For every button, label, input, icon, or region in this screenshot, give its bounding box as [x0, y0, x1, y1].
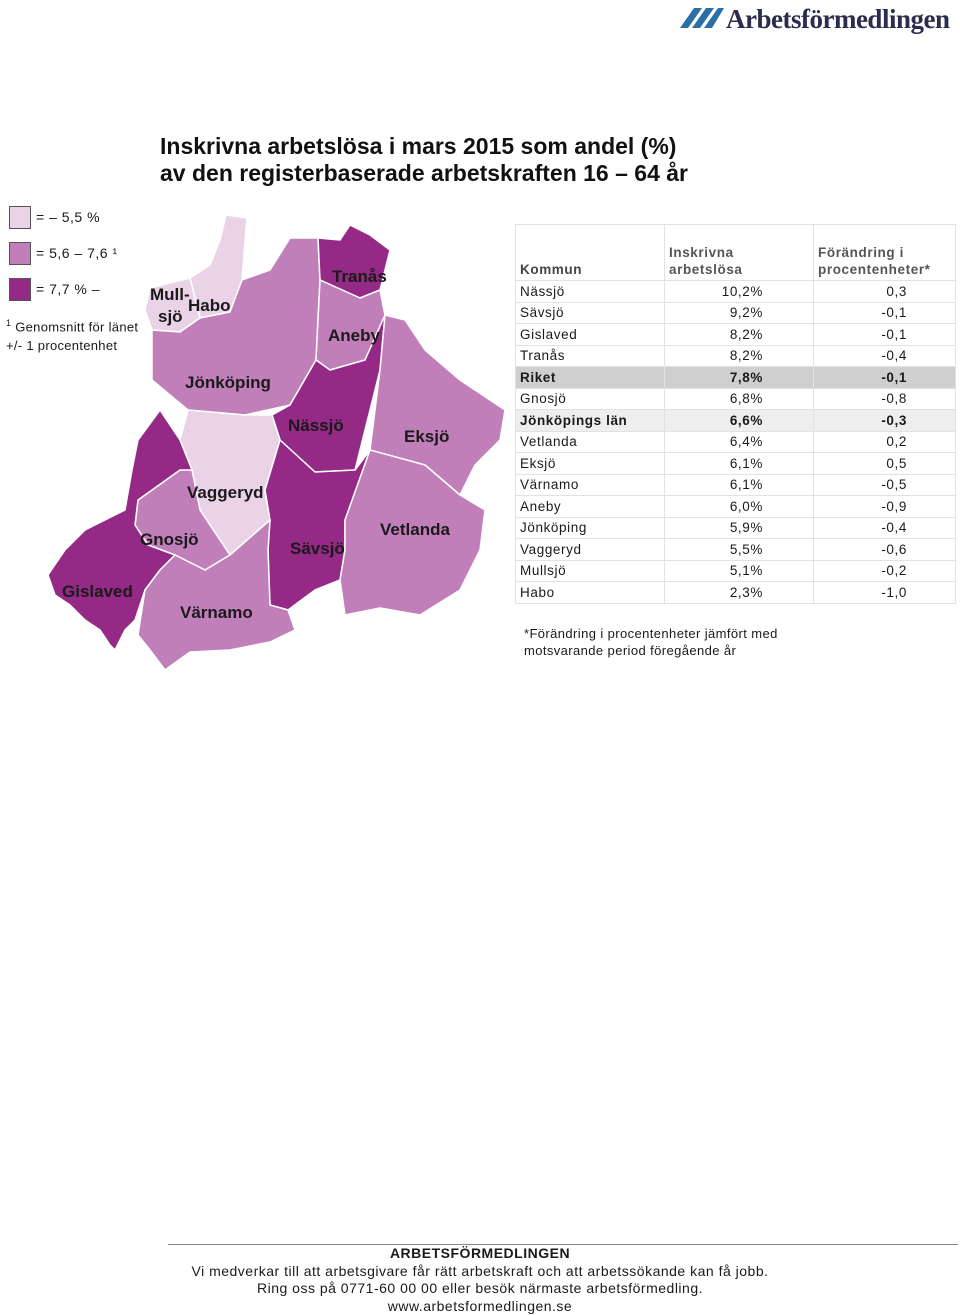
footnote-line-1: *Förändring i procentenheter jämfört med	[524, 626, 778, 641]
table-header-row	[516, 225, 956, 281]
table-row	[516, 539, 956, 561]
map-label-habo: Habo	[188, 296, 231, 315]
cell-change: -0,4	[814, 345, 956, 367]
cell-kommun: Riket	[516, 367, 665, 389]
header-forandring-line-1: Förändring i	[818, 245, 904, 260]
unemployment-table	[515, 224, 956, 604]
legend-note-marker: 1	[6, 318, 12, 328]
footer-line-2: Ring oss på 0771-60 00 00 eller besök närmaste arbetsförmedling.	[256, 1280, 704, 1296]
cell-change: -0,6	[814, 539, 956, 561]
cell-change: -0,1	[814, 324, 956, 346]
cell-kommun: Jönköping	[516, 517, 665, 539]
title-line-1: Inskrivna arbetslösa i mars 2015 som andel (%)	[160, 133, 677, 159]
legend-swatch-high	[9, 278, 31, 301]
cell-value: 8,2%	[665, 324, 814, 346]
cell-change: -0,9	[814, 496, 956, 518]
cell-value: 8,2%	[665, 345, 814, 367]
cell-kommun: Jönköpings län	[516, 410, 665, 432]
cell-change: -0,4	[814, 517, 956, 539]
cell-kommun: Habo	[516, 582, 665, 604]
cell-value: 10,2%	[665, 281, 814, 303]
cell-kommun: Sävsjö	[516, 302, 665, 324]
map-label-gnosjo: Gnosjö	[140, 530, 199, 549]
table-row	[516, 496, 956, 518]
logo-icon	[680, 4, 724, 32]
page-footer	[0, 1245, 960, 1315]
table-row	[516, 560, 956, 582]
cell-value: 6,1%	[665, 474, 814, 496]
county-map	[40, 210, 510, 680]
cell-value: 9,2%	[665, 302, 814, 324]
map-label-varnamo: Värnamo	[180, 603, 253, 622]
map-label-vetlanda: Vetlanda	[380, 520, 450, 539]
cell-value: 6,4%	[665, 431, 814, 453]
cell-value: 6,6%	[665, 410, 814, 432]
cell-kommun: Vetlanda	[516, 431, 665, 453]
table-row	[516, 582, 956, 604]
footer-line-1: Vi medverkar till att arbetsgivare får rätt arbetskraft och att arbetssökande kan få jobb.	[191, 1262, 769, 1279]
legend-label-mid: = 5,6 – 7,6 ¹	[36, 245, 118, 261]
header-kommun: Kommun	[516, 225, 665, 281]
table-row	[516, 431, 956, 453]
cell-value: 5,9%	[665, 517, 814, 539]
cell-change: 0,5	[814, 453, 956, 475]
table-row	[516, 367, 956, 389]
cell-change: 0,2	[814, 431, 956, 453]
table-footnote	[524, 625, 778, 659]
map-label-tranas: Tranås	[332, 267, 387, 286]
footnote-line-2: motsvarande period föregående år	[524, 643, 737, 658]
legend-label-high: = 7,7 % –	[36, 281, 101, 297]
cell-kommun: Gnosjö	[516, 388, 665, 410]
table-row	[516, 324, 956, 346]
table-row	[516, 388, 956, 410]
map-label-gislaved: Gislaved	[62, 582, 133, 601]
legend-swatch-low	[9, 206, 31, 229]
map-label-aneby: Aneby	[328, 326, 380, 345]
cell-kommun: Värnamo	[516, 474, 665, 496]
map-label-nassjo: Nässjö	[288, 416, 344, 435]
table-row	[516, 302, 956, 324]
table-row	[516, 474, 956, 496]
legend-swatch-mid	[9, 242, 31, 265]
arbetsformedlingen-logo	[680, 4, 956, 34]
cell-value: 6,8%	[665, 388, 814, 410]
cell-change: -0,1	[814, 302, 956, 324]
table-body	[516, 281, 956, 604]
cell-change: -0,1	[814, 367, 956, 389]
cell-value: 5,1%	[665, 560, 814, 582]
table-row	[516, 453, 956, 475]
header-inskrivna-line-2: arbetslösa	[669, 262, 743, 277]
header-inskrivna-line-1: Inskrivna	[669, 245, 734, 260]
title-line-2: av den registerbaserade arbetskraften 16 – 64 år	[160, 160, 689, 186]
cell-change: -0,8	[814, 388, 956, 410]
cell-change: -0,2	[814, 560, 956, 582]
cell-value: 6,0%	[665, 496, 814, 518]
cell-kommun: Nässjö	[516, 281, 665, 303]
cell-kommun: Gislaved	[516, 324, 665, 346]
footer-brand: ARBETSFÖRMEDLINGEN	[389, 1245, 571, 1261]
cell-value: 5,5%	[665, 539, 814, 561]
table-row	[516, 410, 956, 432]
footer-url[interactable]: www.arbetsformedlingen.se	[387, 1297, 573, 1314]
cell-kommun: Eksjö	[516, 453, 665, 475]
table-row	[516, 517, 956, 539]
cell-change: -0,3	[814, 410, 956, 432]
cell-change: 0,3	[814, 281, 956, 303]
cell-value: 6,1%	[665, 453, 814, 475]
header-forandring	[814, 225, 956, 281]
cell-kommun: Aneby	[516, 496, 665, 518]
legend-label-low: = – 5,5 %	[36, 209, 101, 225]
logo-text: Arbetsförmedlingen	[726, 4, 950, 34]
map-label-eksjo: Eksjö	[404, 427, 450, 446]
page-title	[160, 133, 860, 187]
map-label-mullsjo-1: Mull-	[150, 285, 190, 304]
cell-change: -0,5	[814, 474, 956, 496]
cell-value: 7,8%	[665, 367, 814, 389]
map-label-savsjo: Sävsjö	[290, 539, 345, 558]
map-label-vaggeryd: Vaggeryd	[187, 483, 264, 502]
cell-value: 2,3%	[665, 582, 814, 604]
table-row	[516, 345, 956, 367]
table-row	[516, 281, 956, 303]
cell-kommun: Mullsjö	[516, 560, 665, 582]
legend-note-line-1: Genomsnitt för länet	[15, 319, 139, 335]
cell-change: -1,0	[814, 582, 956, 604]
header-inskrivna	[665, 225, 814, 281]
cell-kommun: Vaggeryd	[516, 539, 665, 561]
cell-kommun: Tranås	[516, 345, 665, 367]
map-label-mullsjo-2: sjö	[158, 307, 183, 326]
legend-note-line-2: +/- 1 procentenhet	[6, 338, 118, 354]
header-forandring-line-2: procentenheter*	[818, 262, 931, 277]
map-label-jonkoping: Jönköping	[185, 373, 271, 392]
